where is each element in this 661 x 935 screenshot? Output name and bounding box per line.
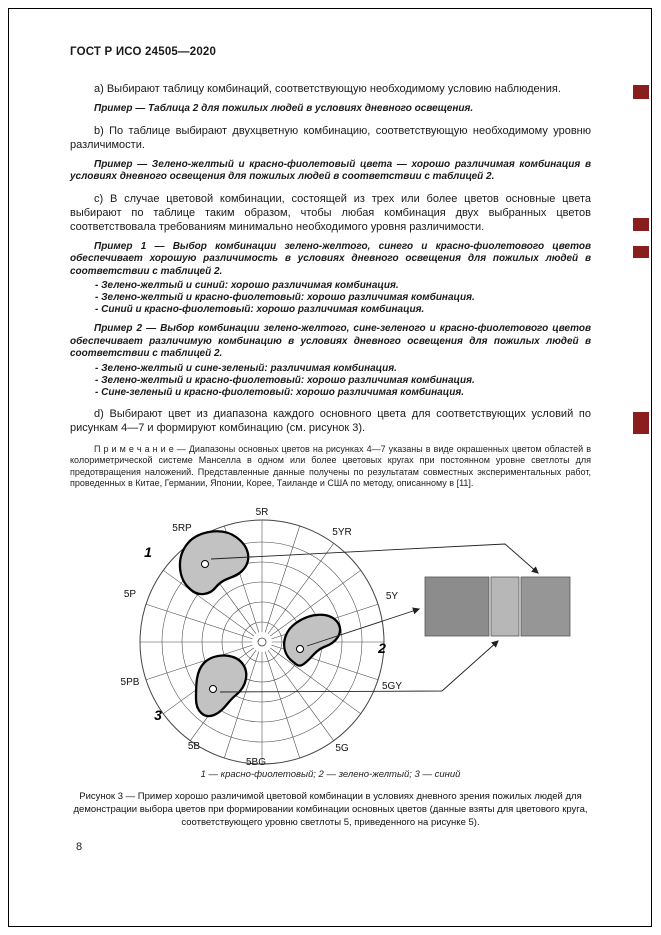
document-title: ГОСТ Р ИСО 24505—2020: [70, 46, 217, 58]
region-number-1: 1: [144, 543, 152, 560]
hue-label-5GY: 5GY: [381, 680, 403, 692]
scan-mark: [633, 246, 649, 258]
swatch-2: [491, 577, 519, 636]
scan-mark: [633, 218, 649, 231]
page-number: 8: [76, 841, 83, 853]
region-1-marker: [202, 560, 209, 567]
bullet-item: - Сине-зеленый и красно-фиолетовый: хорошо различимая комбинация.: [95, 386, 464, 398]
example-2: Пример 2 — Выбор комбинации зелено-желтого, сине-зеленого и красно-фиолетового цветов обеспечивает различимую комбинацию в условиях дневного освещения для пожилых людей в соответствии с таблицей 2.: [70, 323, 591, 359]
munsell-color-circle-figure: [70, 499, 591, 767]
swatch-1: [425, 577, 489, 636]
color-region-3-blue: [196, 655, 246, 716]
hue-label-5YR: 5YR: [332, 526, 352, 538]
figure-legend: 1 — красно-фиолетовый; 2 — зелено-желтый; 3 — синий: [200, 768, 461, 780]
bullet-item: - Синий и красно-фиолетовый: хорошо различимая комбинация.: [95, 304, 425, 315]
figure-3: [70, 499, 591, 767]
leader-arrow-1: [211, 544, 538, 573]
region-2-marker: [297, 645, 304, 652]
bullet-item: - Зелено-желтый и красно-фиолетовый: хорошо различимая комбинация.: [95, 374, 475, 386]
region-3-marker: [210, 685, 217, 692]
hue-label-5G: 5G: [335, 742, 349, 754]
example-clause-b: Пример — Зелено-желтый и красно-фиолетовый цвета — хорошо различимая комбинация в условиях дневного освещения для пожилых людей в соответствии с таблицей 2.: [70, 158, 591, 182]
page-content: [70, 46, 591, 829]
hue-label-5RP: 5RP: [172, 522, 192, 534]
scan-mark: [633, 85, 649, 99]
clause-a: a) Выбирают таблицу комбинаций, соответствующую необходимому условию наблюдения.: [94, 83, 561, 95]
color-combination-swatches: [425, 577, 570, 636]
example-1-bullet-list: [70, 280, 591, 316]
hue-label-5Y: 5Y: [385, 590, 399, 602]
bullet-item: - Зелено-желтый и сине-зеленый: различимая комбинация.: [95, 362, 397, 374]
circle-center: [258, 638, 266, 646]
bullet-item: - Зелено-желтый и красно-фиолетовый: хорошо различимая комбинация.: [95, 292, 475, 303]
hue-label-5P: 5P: [123, 588, 137, 600]
hue-label-5PB: 5PB: [120, 676, 140, 688]
bullet-item: - Зелено-желтый и синий: хорошо различимая комбинация.: [95, 280, 399, 291]
scan-mark: [633, 412, 649, 434]
hue-label-5R: 5R: [255, 506, 269, 518]
example-2-bullet-list: [70, 363, 591, 399]
example-1: Пример 1 — Выбор комбинации зелено-желтого, синего и красно-фиолетового цветов обеспечивает хорошую различимость в условиях дневного освещения для пожилых людей в соответствии с таблицей 2.: [70, 240, 591, 277]
color-region-1-red-purple: [180, 531, 248, 594]
clause-b: b) По таблице выбирают двухцветную комбинацию, соответствующую необходимому уровню различимости.: [70, 124, 591, 151]
clause-c: c) В случае цветовой комбинации, состоящей из трех или более цветов основные цвета выбирают по таблице таким образом, чтобы любая комбинация двух выбранных цветов соответствовала требованиям минимально необходимого уровня различимости.: [70, 192, 591, 233]
note-paragraph: П р и м е ч а н и е — Диапазоны основных цветов на рисунках 4—7 указаны в виде окрашенных цветом областей в колориметрической системе Манселла в одном или более цветовых кругах при постоянном уровне светлоты для предотвращения наложений. Представленные данные получены по результатам совместных экспериментальных работ, проведенных в Китае, Германии, Японии, Корее, Таиланде и США по методу, описанному в [11].: [70, 443, 591, 488]
figure-caption: Рисунок 3 — Пример хорошо различимой цветовой комбинации в условиях дневного зрения пожилых людей для демонстрации выбора цветов при формировании комбинации основных цветов (данные взяты для цветового круга, соответствующего уровню светлоты 5, приведенного на рисунке 5).: [73, 790, 588, 828]
swatch-3: [521, 577, 570, 636]
hue-label-5BG: 5BG: [245, 756, 267, 767]
region-number-2: 2: [378, 639, 386, 656]
hue-label-5B: 5B: [187, 740, 201, 752]
example-clause-a: Пример — Таблица 2 для пожилых людей в условиях дневного освещения.: [94, 103, 474, 114]
clause-d: d) Выбирают цвет из диапазона каждого основного цвета для соответствующих условий по рисункам 4—7 и формируют комбинацию (см. рисунок 3).: [70, 407, 591, 434]
region-number-3: 3: [154, 706, 162, 723]
